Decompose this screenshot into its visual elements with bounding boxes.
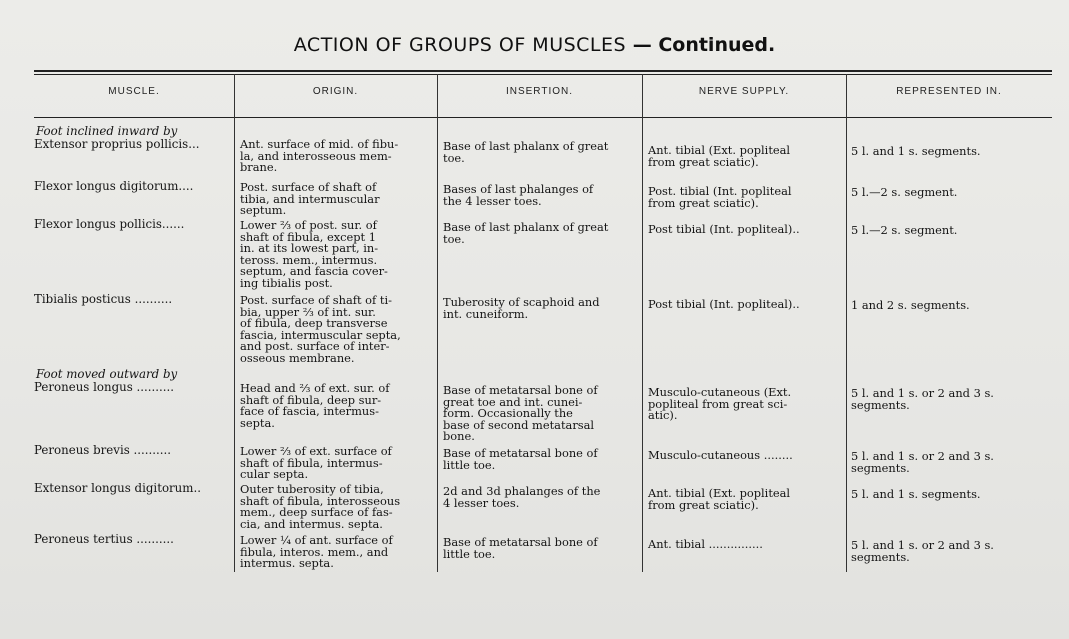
origin-cell: Post. surface of shaft of ti- bia, upper ⅔ of int. sur. of fibula, deep transverse fascia, intermuscular septa, and post. surface of inter- osseous membrane. [240,293,401,365]
represented-in-cell: 1 and 2 s. segments. [851,298,970,312]
nerve-supply-cell: Ant. tibial (Ext. popliteal from great sciatic). [648,143,791,169]
title-dash: — [626,34,659,56]
nerve-supply-cell: Post tibial (Int. popliteal).. [648,222,800,236]
insertion-cell: Base of last phalanx of great toe. [443,139,609,165]
nerve-supply-cell: Musculo-cutaneous ........ [648,448,793,462]
nerve-supply-cell: Post. tibial (Int. popliteal from great sciatic). [648,184,792,210]
represented-in-cell: 5 l.—2 s. segment. [851,185,958,199]
origin-cell: Lower ⅔ of post. sur. of shaft of fibula, except 1 in. at its lowest part, in- teross. mem., intermus. septum, and fascia cover- ing tibialis post. [240,218,388,290]
insertion-cell: Bases of last phalanges of the 4 lesser toes. [443,182,594,208]
insertion-cell: Base of last phalanx of great toe. [443,220,609,246]
represented-in-cell: 5 l. and 1 s. or 2 and 3 s. segments. [851,449,994,475]
muscle-name: Flexor longus pollicis...... [34,217,185,231]
top-rule-thin [34,74,1052,75]
group-label-inward: Foot inclined inward by [36,124,178,138]
insertion-cell: 2d and 3d phalanges of the 4 lesser toes. [443,484,601,510]
origin-cell: Post. surface of shaft of tibia, and intermuscular septum. [240,180,380,218]
column-divider [234,74,235,572]
insertion-cell: Tuberosity of scaphoid and int. cuneiform. [443,295,600,321]
column-divider [642,74,643,572]
represented-in-cell: 5 l. and 1 s. segments. [851,144,981,158]
header-nerve-supply: NERVE SUPPLY. [698,86,790,97]
muscle-name: Extensor proprius pollicis... [34,137,200,151]
header-muscle: MUSCLE. [108,86,160,97]
origin-cell: Head and ⅔ of ext. sur. of shaft of fibula, deep sur- face of fascia, intermus- septa. [240,381,390,430]
column-divider [846,74,847,572]
insertion-cell: Base of metatarsal bone of great toe and int. cunei- form. Occasionally the base of second metatarsal bone. [443,383,598,444]
nerve-supply-cell: Ant. tibial (Ext. popliteal from great sciatic). [648,486,791,512]
muscle-name: Tibialis posticus .......... [34,292,173,306]
top-rule-thick [34,70,1052,72]
muscle-name: Flexor longus digitorum.... [34,179,194,193]
page-title [0,34,1069,56]
nerve-supply-cell: Ant. tibial ............... [648,537,763,551]
muscle-name: Peroneus tertius .......... [34,532,174,546]
title-continued: Continued. [658,34,776,56]
column-divider [437,74,438,572]
title-main: ACTION OF GROUPS OF MUSCLES [293,34,627,56]
header-origin: ORIGIN. [312,86,359,97]
insertion-cell: Base of metatarsal bone of little toe. [443,535,598,561]
origin-cell: Outer tuberosity of tibia, shaft of fibula, interosseous mem., deep surface of fas- cia, and intermus. septa. [240,482,401,531]
header-bottom-rule [34,117,1052,118]
header-represented-in: REPRESENTED IN. [896,86,1002,97]
header-insertion: INSERTION. [505,86,574,97]
muscle-name: Peroneus longus .......... [34,380,175,394]
muscle-name: Peroneus brevis .......... [34,443,172,457]
represented-in-cell: 5 l. and 1 s. or 2 and 3 s. segments. [851,386,994,412]
nerve-supply-cell: Musculo-cutaneous (Ext. popliteal from great sci- atic). [648,385,792,423]
represented-in-cell: 5 l. and 1 s. segments. [851,487,981,501]
origin-cell: Lower ¼ of ant. surface of fibula, interos. mem., and intermus. septa. [240,533,393,571]
origin-cell: Ant. surface of mid. of fibu- la, and interosseous mem- brane. [240,137,399,175]
nerve-supply-cell: Post tibial (Int. popliteal).. [648,297,800,311]
represented-in-cell: 5 l. and 1 s. or 2 and 3 s. segments. [851,538,994,564]
muscle-name: Extensor longus digitorum.. [34,481,201,495]
origin-cell: Lower ⅔ of ext. surface of shaft of fibula, intermus- cular septa. [240,444,392,482]
represented-in-cell: 5 l.—2 s. segment. [851,223,958,237]
insertion-cell: Base of metatarsal bone of little toe. [443,446,598,472]
group-label-outward: Foot moved outward by [36,367,178,381]
